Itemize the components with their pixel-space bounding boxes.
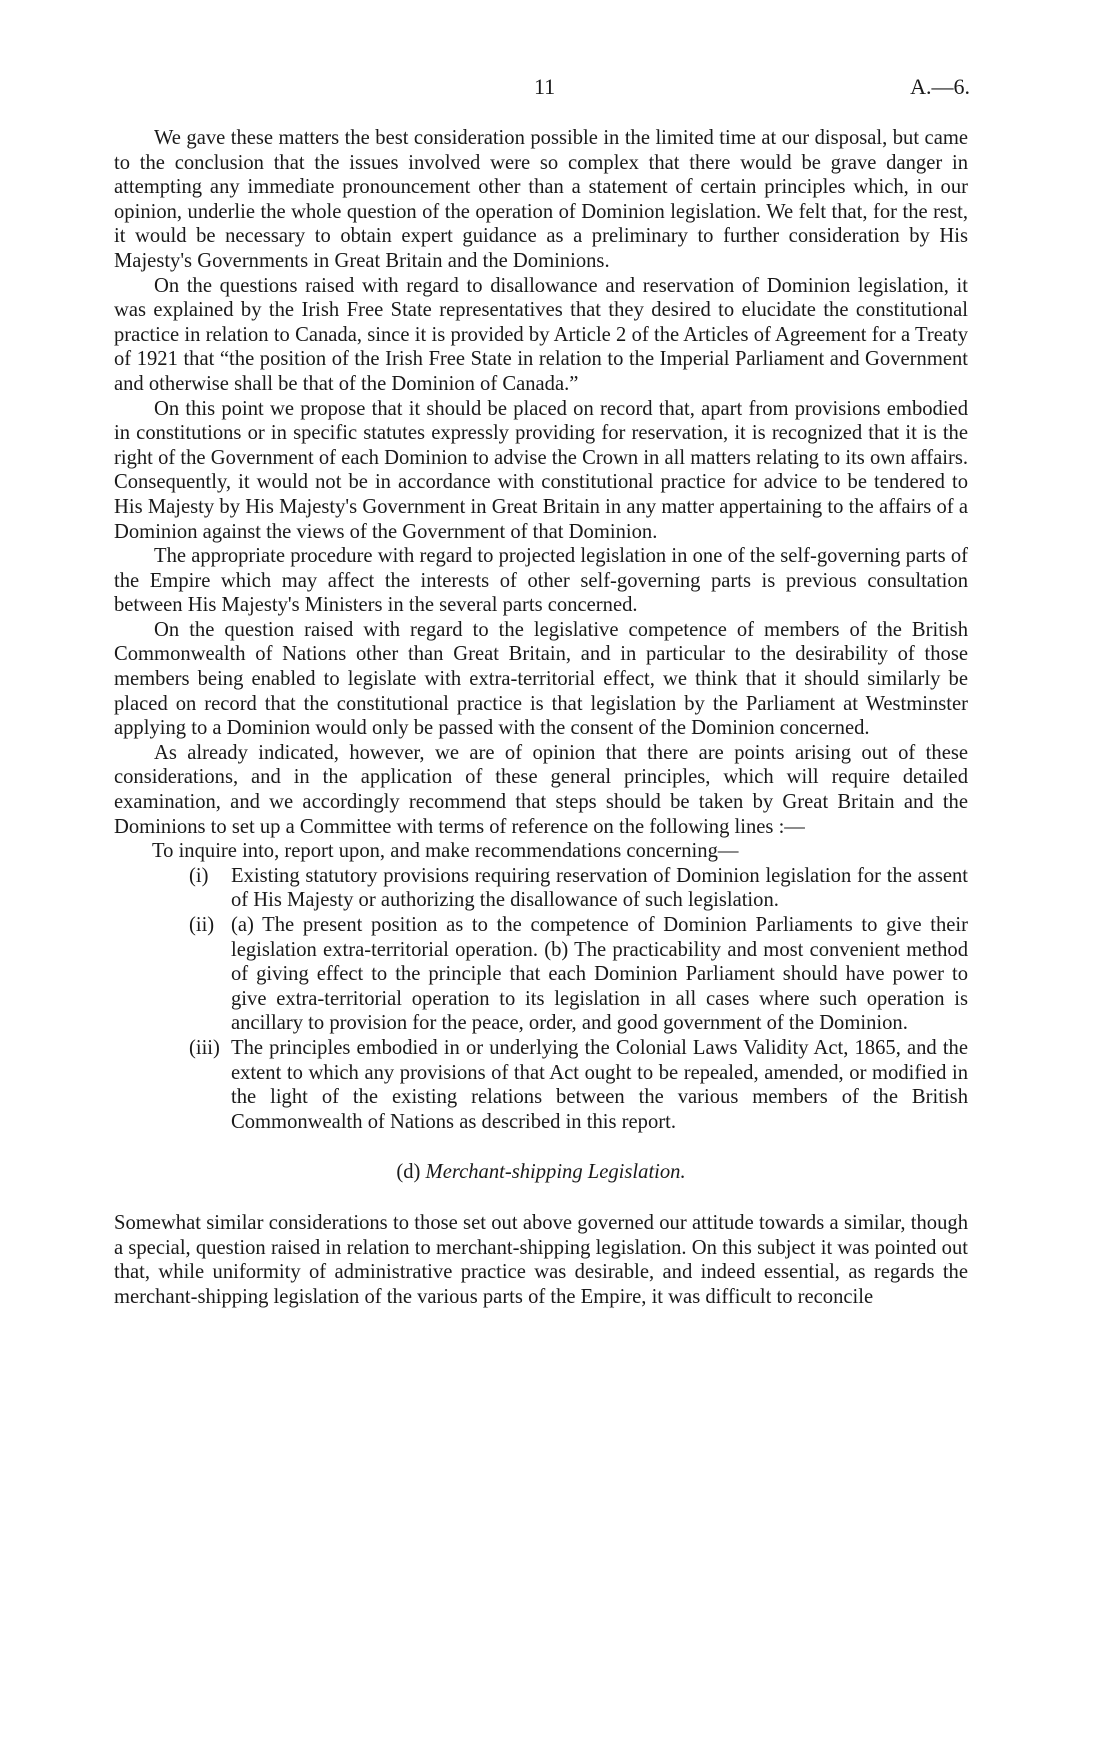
section-heading [114, 1160, 968, 1185]
paragraph-6: As already indicated, however, we are of opinion that there are points arising out of these considerations, and in the application of these general principles, which will require detailed examination, and we accordingly recommend that steps should be taken by Great Britain and the Dominions to set up a Committee with terms of reference on the following lines :— [114, 741, 968, 838]
paragraph-3: On this point we propose that it should be placed on record that, apart from provisions embodied in constitutions or in specific statutes expressly providing for reservation, it is recognized that it is the right of the Government of each Dominion to advise the Crown in all matters relating to its own affairs. Consequently, it would not be in accordance with constitutional practice for advice to be tendered to His Majesty by His Majesty's Government in Great Britain in any matter appertaining to the affairs of a Dominion against the views of the Government of that Dominion. [114, 397, 968, 543]
list-item-number: (i) [189, 864, 209, 887]
page-number: 11 [534, 74, 556, 99]
terms-intro: To inquire into, report upon, and make recommendations concerning— [152, 840, 739, 863]
list-item [189, 1036, 968, 1134]
list-item [189, 864, 968, 913]
list-item-text: Existing statutory provisions requiring reservation of Dominion legislation for the assent of His Majesty or authorizing the disallowance of such legislation. [231, 864, 968, 912]
paragraph-2: On the questions raised with regard to disallowance and reservation of Dominion legislation, it was explained by the Irish Free State representatives that they desired to elucidate the constitutional practice in relation to Canada, since it is provided by Article 2 of the Articles of Agreement for a Treaty of 1921 that “the position of the Irish Free State in relation to the Imperial Parliament and Government and otherwise shall be that of the Dominion of Canada.” [114, 274, 968, 395]
list-item-number: (ii) [189, 914, 215, 936]
list-item-number: (iii) [189, 1036, 220, 1059]
final-paragraph: Somewhat similar considerations to those set out above governed our attitude towards a similar, though a special, question raised in relation to merchant-shipping legislation. On this subject it was pointed out that, while uniformity of administrative practice was desirable, and indeed essential, as regards the merchant-shipping legislation of the various parts of the Empire, it was difficult to reconcile [114, 1211, 968, 1308]
section-title: Merchant-shipping Legislation. [425, 1161, 686, 1184]
document-body [114, 126, 968, 1309]
list-item-text: (a) The present position as to the competence of Dominion Parliaments to give their legislation extra-territorial operation. (b) The practicability and most convenient method of giving effect to the principle that each Dominion Parliament should have power to give extra-territorial operation to its legislation in all cases where such operation is ancillary to provision for the peace, order, and good government of the Dominion. [231, 914, 968, 1035]
list-item [189, 913, 968, 1036]
paragraph-5: On the question raised with regard to the legislative competence of members of the British Commonwealth of Nations other than Great Britain, and in particular to the desirability of those members being enabled to legislate with extra-territorial effect, we think that it should similarly be placed on record that the constitutional practice is that legislation by the Parliament at Westminster applying to a Dominion would only be passed with the consent of the Dominion concerned. [114, 618, 968, 740]
list-item-text: The principles embodied in or underlying the Colonial Laws Validity Act, 1865, and the extent to which any provisions of that Act ought to be repealed, amended, or modified in the light of the existing relations between the various members of the British Commonwealth of Nations as described in this report. [231, 1036, 968, 1133]
page-header [0, 74, 1114, 104]
section-label: (d) [396, 1161, 421, 1184]
paragraph-4: The appropriate procedure with regard to projected legislation in one of the self-governing parts of the Empire which may affect the interests of other self-governing parts is previous consultation between His Majesty's Ministers in the several parts concerned. [114, 545, 968, 617]
terms-of-reference-list [189, 864, 968, 1135]
paragraph-1: We gave these matters the best consideration possible in the limited time at our disposal, but came to the conclusion that the issues involved were so complex that there would be grave danger in attempting any immediate pronouncement other than a statement of certain principles which, in our opinion, underlie the whole question of the operation of Dominion legislation. We felt that, for the rest, it would be necessary to obtain expert guidance as a preliminary to further consideration by His Majesty's Governments in Great Britain and the Dominions. [114, 127, 968, 272]
document-reference: A.—6. [910, 74, 970, 99]
